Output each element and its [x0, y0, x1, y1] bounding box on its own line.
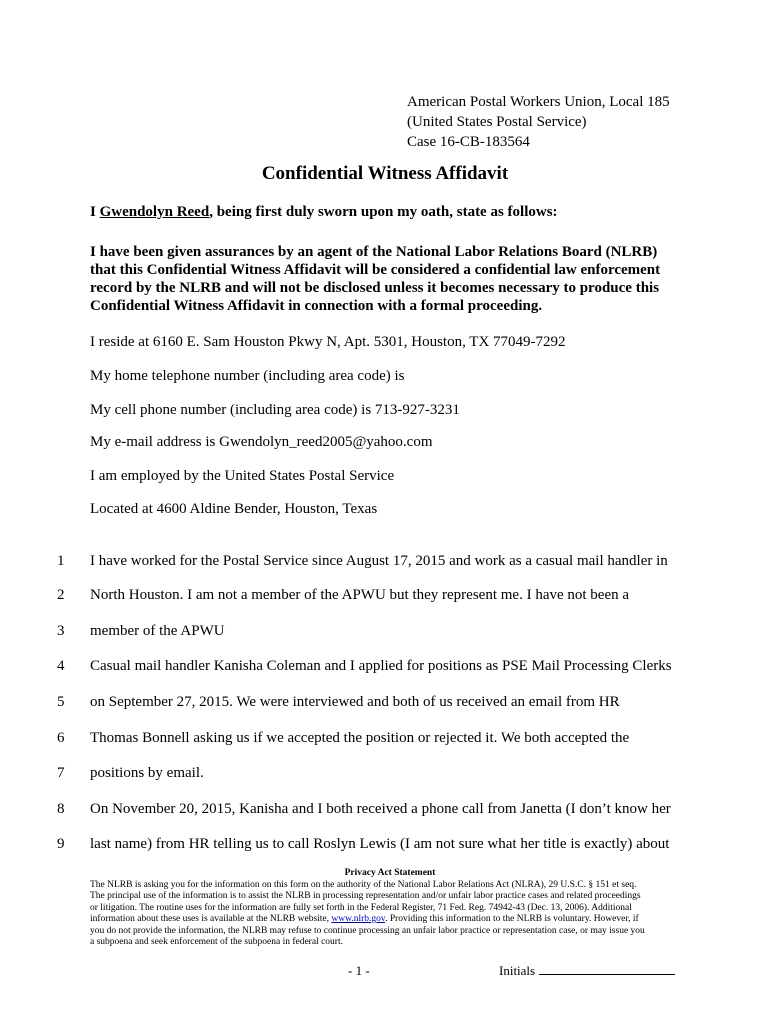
line-number: 2: [57, 587, 65, 603]
confidentiality-assurance: [90, 243, 690, 315]
line-number: 3: [57, 623, 65, 639]
cell-phone-line: My cell phone number (including area code) is 713-927-3231: [90, 402, 460, 418]
initials-label: Initials: [499, 963, 536, 978]
oath-statement: [90, 204, 558, 221]
line-number: 5: [57, 694, 65, 710]
line-number: 9: [57, 836, 65, 852]
initials-blank[interactable]: [539, 963, 675, 975]
testimony-line: Casual mail handler Kanisha Coleman and I applied for positions as PSE Mail Processing Clerks: [90, 658, 672, 674]
line-number: 7: [57, 765, 65, 781]
assurance-line: Confidential Witness Affidavit in connection with a formal proceeding.: [90, 298, 543, 314]
assurance-line: record by the NLRB and will not be disclosed unless it becomes necessary to produce this: [90, 280, 660, 296]
line-number: 8: [57, 801, 65, 817]
case-number: Case 16-CB-183564: [407, 134, 530, 150]
page-number: - 1 -: [348, 963, 370, 978]
line-number: 4: [57, 658, 65, 674]
line-number: 6: [57, 730, 65, 746]
privacy-title: Privacy Act Statement: [344, 868, 436, 878]
privacy-text: . Providing this information to the NLRB is voluntary. However, if: [385, 914, 639, 924]
line-number: 1: [57, 553, 65, 569]
employer-line: I am employed by the United States Postal Service: [90, 468, 395, 484]
union-name: American Postal Workers Union, Local 185: [407, 94, 670, 110]
testimony-line: I have worked for the Postal Service since August 17, 2015 and work as a casual mail handler in: [90, 553, 668, 569]
witness-name: Gwendolyn Reed: [99, 204, 210, 220]
home-phone-line: My home telephone number (including area code) is: [90, 368, 405, 384]
employer-name: (United States Postal Service): [407, 114, 587, 130]
oath-suffix: , being first duly sworn upon my oath, state as follows:: [209, 204, 558, 220]
testimony-line: on September 27, 2015. We were interviewed and both of us received an email from HR: [90, 694, 620, 710]
assurance-line: I have been given assurances by an agent of the National Labor Relations Board (NLRB): [90, 244, 658, 260]
document-title: Confidential Witness Affidavit: [261, 163, 509, 184]
privacy-line: The NLRB is asking you for the information on this form on the authority of the National Labor Relations Act (NLRA), 29 U.S.C. § 151 et seq.: [90, 879, 637, 890]
privacy-act-statement: [90, 868, 690, 949]
testimony-line: positions by email.: [90, 765, 204, 781]
privacy-line: or litigation. The routine uses for the information are fully set forth in the Federal Register, 71 Fed. Reg. 74942-43 (Dec. 13, 2006). Additional: [90, 902, 632, 913]
initials-field: [499, 963, 675, 979]
testimony-line: last name) from HR telling us to call Roslyn Lewis (I am not sure what her title is exactly) about: [90, 836, 670, 852]
assurance-line: that this Confidential Witness Affidavit will be considered a confidential law enforcement: [90, 262, 661, 278]
privacy-line: The principal use of the information is to assist the NLRB in processing representation and/or unfair labor practice cases and related proceedings: [90, 891, 641, 901]
email-line: My e-mail address is Gwendolyn_reed2005@yahoo.com: [90, 434, 433, 450]
location-line: Located at 4600 Aldine Bender, Houston, Texas: [90, 501, 378, 517]
testimony-line: member of the APWU: [90, 623, 225, 639]
privacy-body: [90, 880, 690, 949]
testimony-line: On November 20, 2015, Kanisha and I both received a phone call from Janetta (I don’t know her: [90, 801, 671, 817]
nlrb-website-link[interactable]: www.nlrb.gov: [331, 914, 386, 924]
privacy-line-with-link: [90, 914, 690, 926]
privacy-line: a subpoena and seek enforcement of the subpoena in federal court.: [90, 937, 343, 947]
residence-line: I reside at 6160 E. Sam Houston Pkwy N, Apt. 5301, Houston, TX 77049-7292: [90, 334, 566, 350]
testimony-line: Thomas Bonnell asking us if we accepted the position or rejected it. We both accepted the: [90, 730, 630, 746]
oath-prefix: I: [90, 204, 100, 220]
privacy-line: you do not provide the information, the NLRB may refuse to continue processing an unfair labor practice or representation case, or may issue you: [90, 925, 645, 936]
case-header: [407, 92, 670, 152]
privacy-text: information about these uses is available at the NLRB website,: [90, 914, 332, 924]
testimony-line: North Houston. I am not a member of the APWU but they represent me. I have not been a: [90, 587, 630, 603]
